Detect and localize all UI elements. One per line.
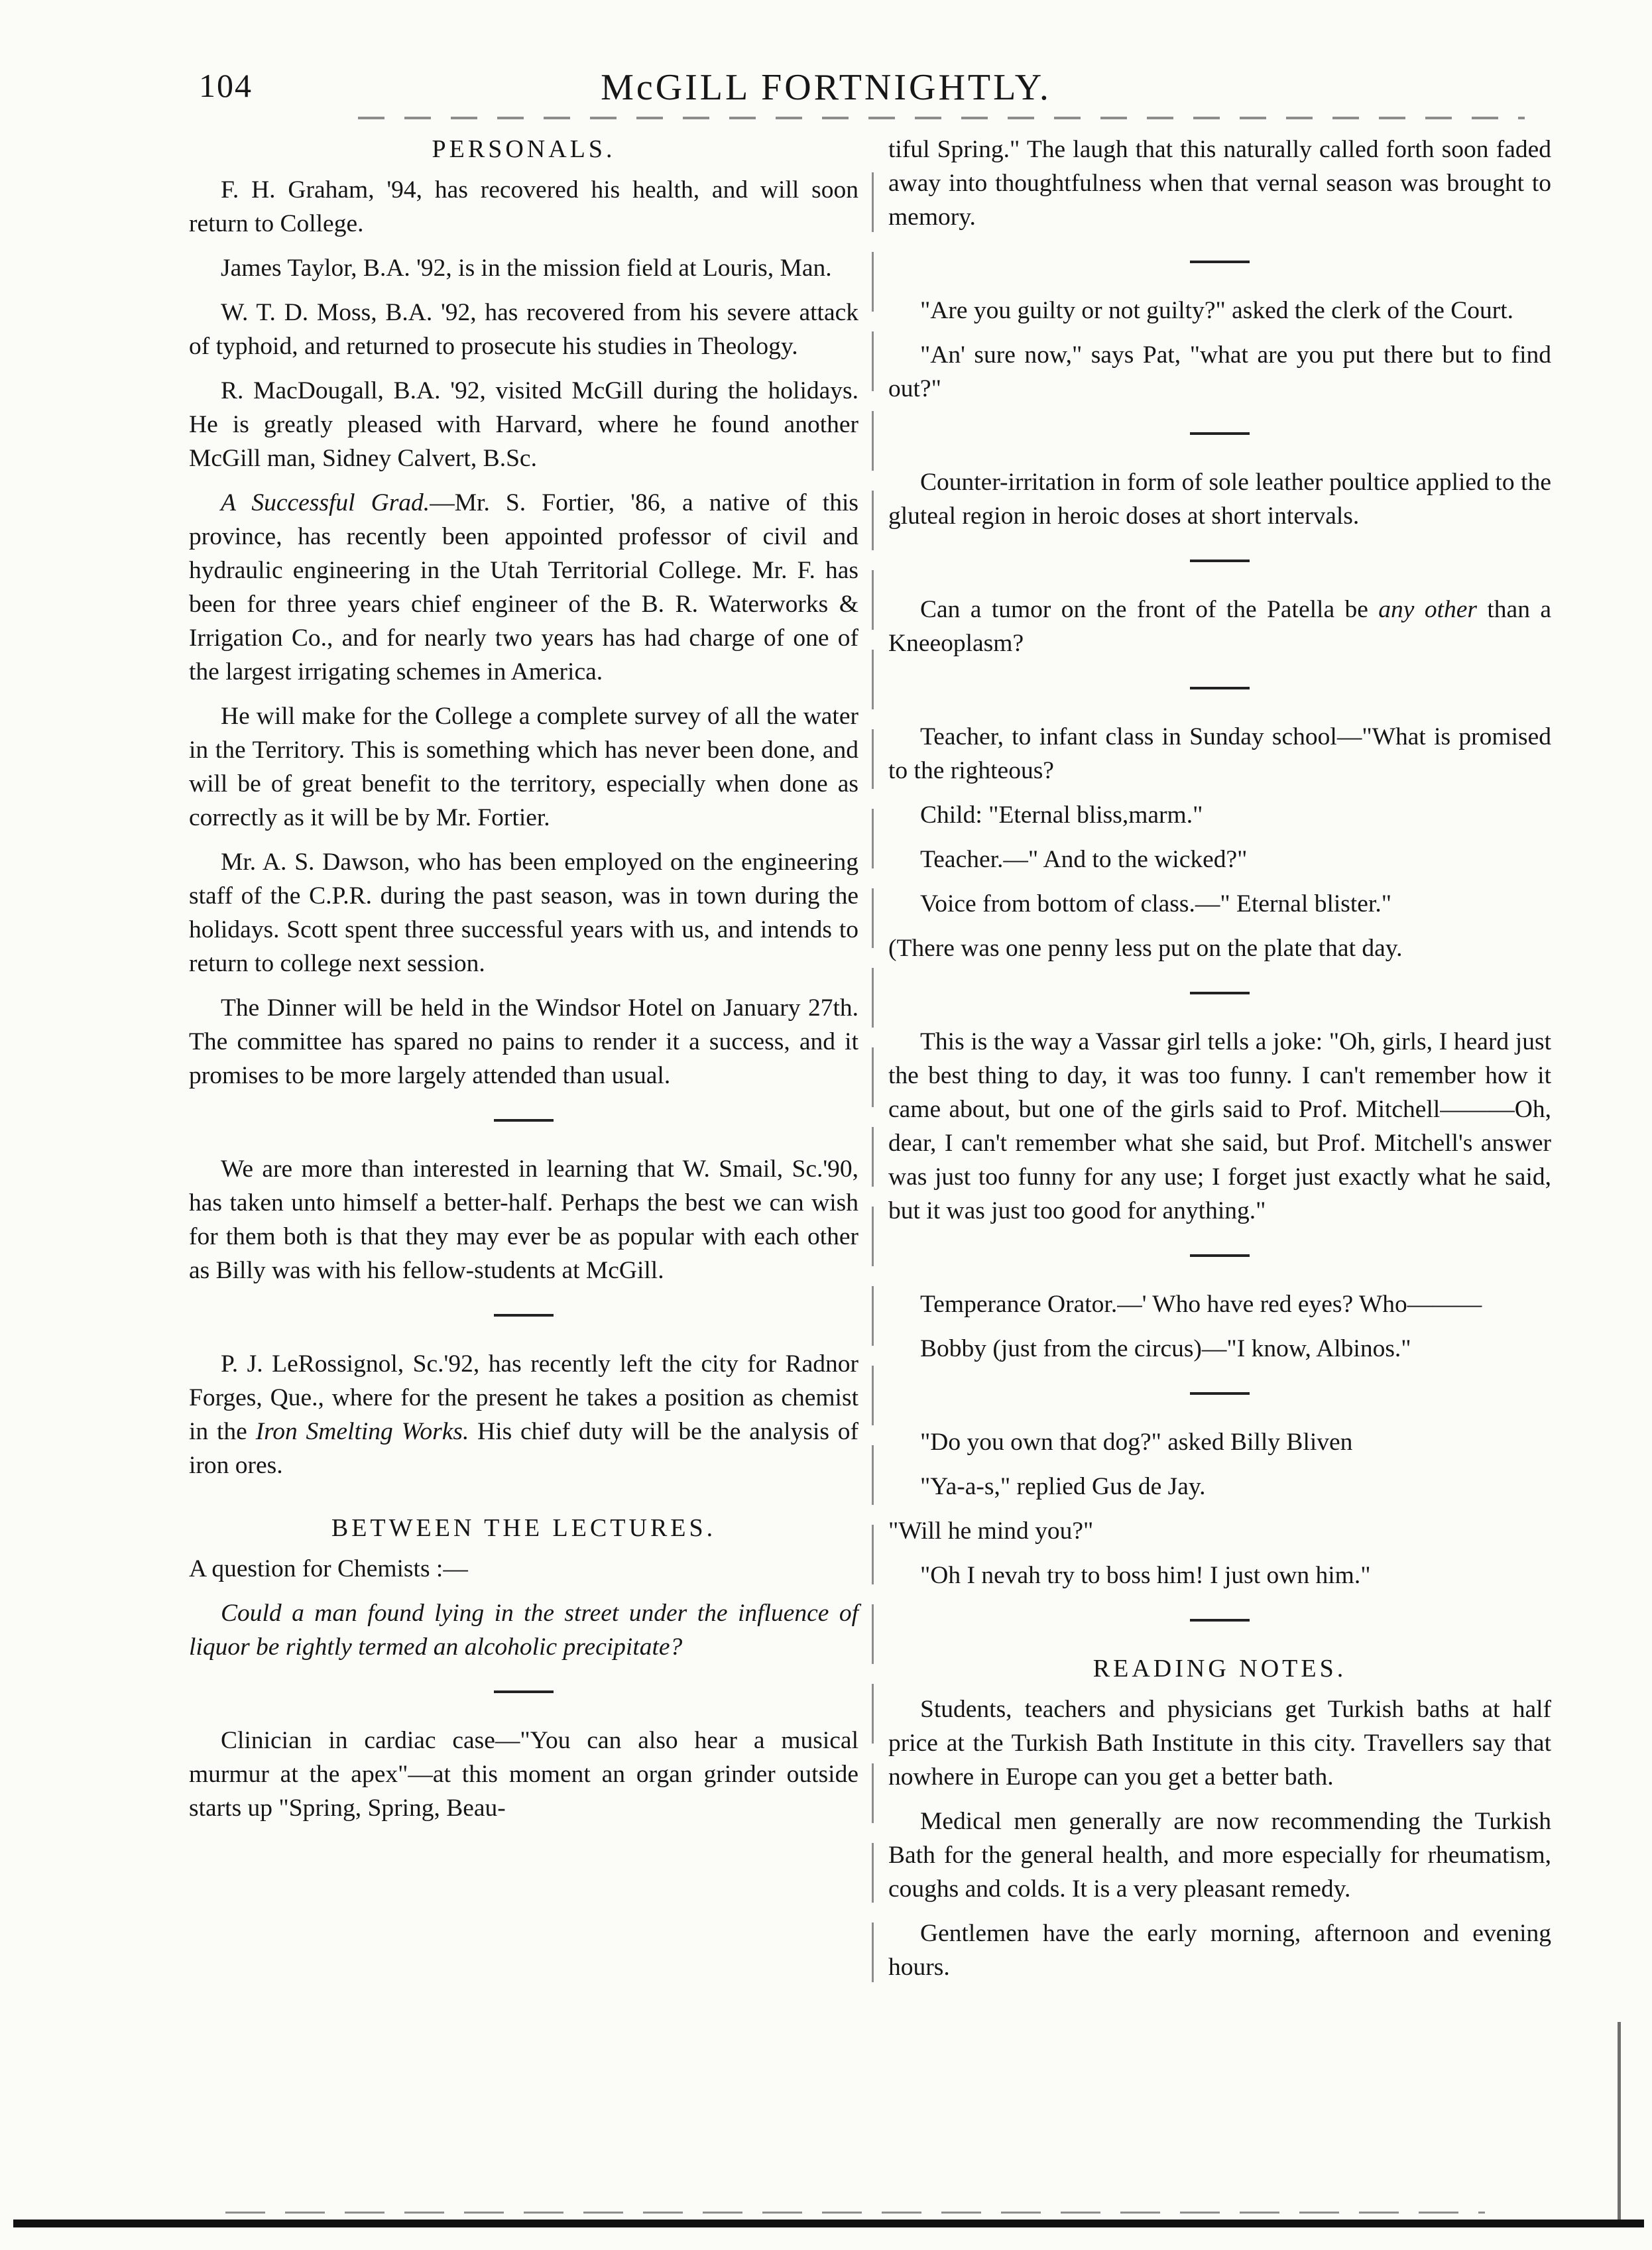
counter-irritation: Counter-irritation in form of sole leather poultice applied to the gluteal region in heroic doses at short intervals. xyxy=(888,469,1551,530)
dialogue-line: Teacher.—" And to the wicked?" xyxy=(920,846,1248,873)
column-rule xyxy=(872,172,874,2002)
section-divider xyxy=(1190,1254,1250,1257)
left-column xyxy=(189,133,858,1836)
personal-item: He will make for the College a complete survey of all the water in the Territory. This is something which has never been done, and will be of great benefit to the territory, especially when done as correctly as it will be by Mr. Fortier. xyxy=(189,703,858,831)
continued-text: tiful Spring." The laugh that this naturally called forth soon faded away into thoughtfulness when that vernal season was brought to memory. xyxy=(888,136,1551,231)
section-divider xyxy=(1190,261,1250,263)
tumor-joke: Can a tumor on the front of the Patella be any other than a Kneeoplasm? xyxy=(888,596,1551,657)
page-header xyxy=(0,66,1652,119)
personal-item: We are more than interested in learning that W. Smail, Sc.'90, has taken unto himself a better-half. Perhaps the best we can wish for them both is that they may ever be as popular with each other as Billy was with his fellow-students at McGill. xyxy=(189,1155,858,1284)
right-edge-mark xyxy=(1618,2022,1621,2221)
dialogue-line: "Do you own that dog?" asked Billy Bliven xyxy=(920,1429,1353,1456)
publication-title: McGILL FORTNIGHTLY. xyxy=(601,67,1051,108)
reading-note: Medical men generally are now recommending the Turkish Bath for the general health, and more especially for rheumatism, coughs and colds. It is a very pleasant remedy. xyxy=(888,1808,1551,1903)
section-divider xyxy=(494,1314,554,1317)
section-divider xyxy=(494,1690,554,1693)
personal-item: The Dinner will be held in the Windsor Hotel on January 27th. The committee has spared no pains to render it a success, and it promises to be more largely attended than usual. xyxy=(189,994,858,1089)
dialogue-line: Teacher, to infant class in Sunday school—"What is promised to the righteous? xyxy=(888,723,1551,784)
bottom-dashed-rule xyxy=(225,2212,1485,2214)
item-lead: A Successful Grad. xyxy=(221,489,430,516)
dialogue-line: Child: "Eternal bliss,marm." xyxy=(920,801,1203,829)
dialogue-line: Temperance Orator.—' Who have red eyes? Who——— xyxy=(920,1291,1482,1318)
personal-item: W. T. D. Moss, B.A. '92, has recovered from his severe attack of typhoid, and returned to prosecute his studies in Theology. xyxy=(189,299,858,360)
dialogue-line: "Oh I nevah try to boss him! I just own him." xyxy=(920,1562,1371,1589)
dialogue-line: Bobby (just from the circus)—"I know, Albinos." xyxy=(920,1335,1411,1362)
dialogue-line: Voice from bottom of class.—" Eternal blister." xyxy=(920,890,1392,918)
personal-item: Mr. A. S. Dawson, who has been employed on the engineering staff of the C.P.R. during the past season, was in town during the holidays. Scott spent three successful years with us, and intends to return to college next session. xyxy=(189,849,858,977)
section-divider xyxy=(494,1119,554,1122)
clinician-joke: Clinician in cardiac case—"You can also hear a musical murmur at the apex"—at this moment an organ grinder outside starts up "Spring, Spring, Beau- xyxy=(189,1727,858,1822)
section-divider xyxy=(1190,432,1250,435)
dialogue-line: "Will he mind you?" xyxy=(888,1517,1094,1545)
section-divider xyxy=(1190,1619,1250,1622)
personal-item: P. J. LeRossignol, Sc.'92, has recently left the city for Radnor Forges, Que., where for the present he takes a position as chemist in the Iron Smelting Works. His chief duty will be the analysis of iron ores. xyxy=(189,1350,858,1479)
dialogue-line: (There was one penny less put on the plate that day. xyxy=(888,935,1403,962)
personal-item: F. H. Graham, '94, has recovered his health, and will soon return to College. xyxy=(189,176,858,237)
personal-item: James Taylor, B.A. '92, is in the mission field at Louris, Man. xyxy=(221,255,832,282)
personal-item: R. MacDougall, B.A. '92, visited McGill during the holidays. He is greatly pleased with Harvard, where he found another McGill man, Sidney Calvert, B.Sc. xyxy=(189,377,858,472)
personal-item: A Successful Grad.—Mr. S. Fortier, '86, a native of this province, has recently been appointed professor of civil and hydraulic engineering in the Utah Territorial College. Mr. F. has been for three years chief engineer of the B. R. Waterworks & Irrigation Co., and for nearly two years has had charge of one of the largest irrigating schemes in America. xyxy=(189,489,858,685)
court-line: "Are you guilty or not guilty?" asked the clerk of the Court. xyxy=(920,297,1514,324)
personals-heading: PERSONALS. xyxy=(432,135,616,163)
bottom-rule xyxy=(13,2220,1644,2227)
vassar-joke: This is the way a Vassar girl tells a joke: "Oh, girls, I heard just the best thing to day, it was too funny. I can't remember how it came about, but one of the girls said to Prof. Mitchell———Oh, dear, I can't remember what she said, but Prof. Mitchell's answer was just too funny for any use; I forget just exactly what he said, but it was just too good for anything." xyxy=(888,1028,1551,1224)
section-divider xyxy=(1190,687,1250,689)
reading-notes-heading: READING NOTES. xyxy=(1092,1655,1347,1683)
court-line: "An' sure now," says Pat, "what are you put there but to find out?" xyxy=(888,341,1551,402)
section-divider xyxy=(1190,560,1250,562)
reading-note: Gentlemen have the early morning, afternoon and evening hours. xyxy=(888,1920,1551,1981)
header-rule xyxy=(358,117,1525,119)
right-column xyxy=(888,133,1551,1995)
section-divider xyxy=(1190,992,1250,994)
section-divider xyxy=(1190,1392,1250,1395)
dialogue-line: "Ya-a-s," replied Gus de Jay. xyxy=(920,1473,1206,1500)
lectures-heading: BETWEEN THE LECTURES. xyxy=(331,1514,717,1542)
page-number: 104 xyxy=(199,67,253,104)
question-text: Could a man found lying in the street under the influence of liquor be rightly termed an alcoholic precipitate? xyxy=(189,1600,858,1661)
question-intro: A question for Chemists :— xyxy=(189,1555,468,1582)
reading-note: Students, teachers and physicians get Turkish baths at half price at the Turkish Bath Institute in this city. Travellers say that nowhere in Europe can you get a better bath. xyxy=(888,1696,1551,1791)
